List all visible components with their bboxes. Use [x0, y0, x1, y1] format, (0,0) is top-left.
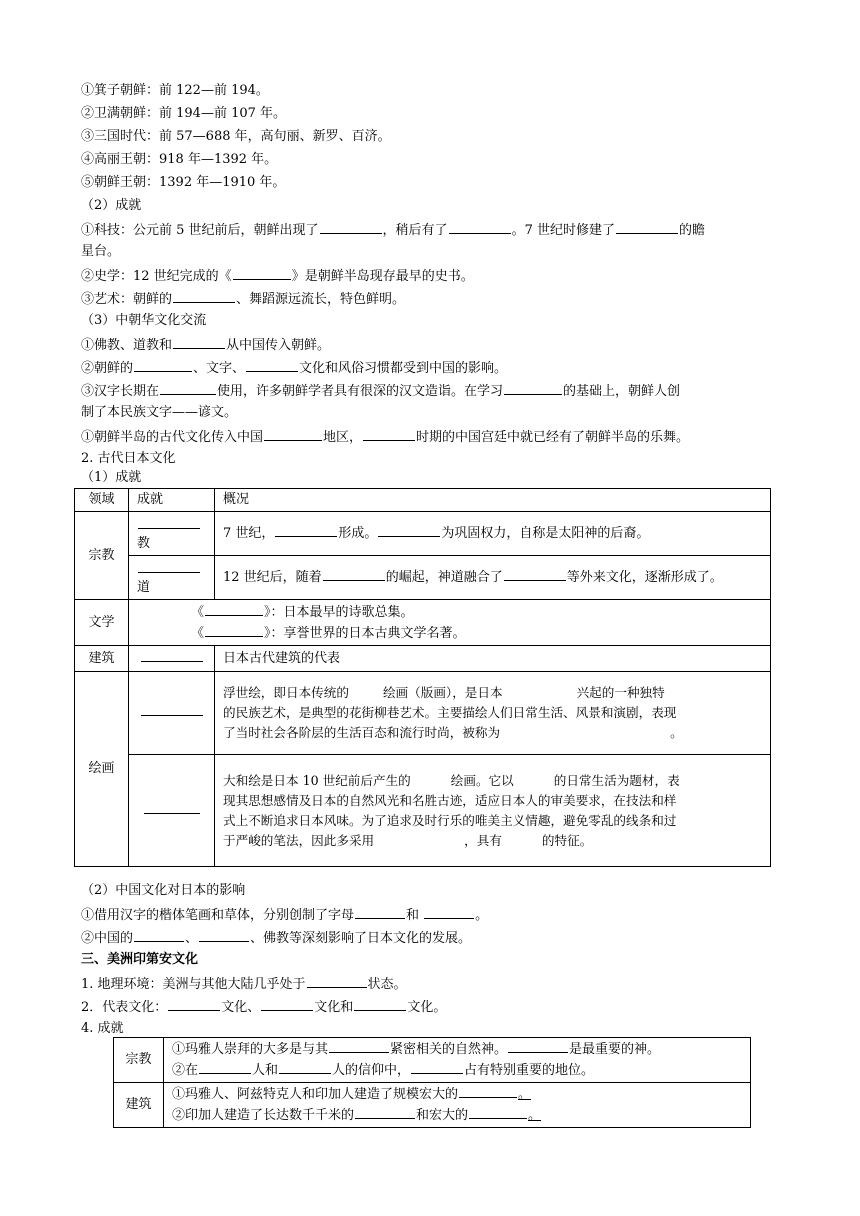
- blank: [508, 1039, 568, 1053]
- blank: [141, 648, 203, 662]
- blank: [138, 515, 200, 529]
- representative-line: 2．代表文化： 文化、 文化和 文化。: [81, 997, 446, 1017]
- america-row-religion: 宗教: [114, 1038, 164, 1083]
- blank: [504, 381, 562, 395]
- row-religion: 宗教: [75, 512, 129, 600]
- blank: [279, 1060, 331, 1074]
- dynasty-2: ②卫满朝鲜：前 194—前 107 年。: [81, 106, 287, 121]
- blank: [459, 1084, 517, 1098]
- yamato-blank: [129, 755, 215, 867]
- blank: [205, 623, 263, 637]
- science-line-cont: 星台。: [81, 244, 121, 259]
- america-achievements-heading: 4. 成就: [81, 1021, 124, 1036]
- blank: [264, 427, 322, 441]
- influence-line-2: ②中国的 、 、佛教等深刻影响了日本文化的发展。: [81, 928, 471, 948]
- exchange-heading: （3）中朝华文化交流: [81, 313, 207, 328]
- blank: [134, 928, 184, 942]
- blank: [323, 567, 385, 581]
- dao-cell: 道: [129, 556, 215, 600]
- blank: [355, 905, 405, 919]
- blank: [144, 800, 200, 814]
- blank: [355, 1105, 415, 1119]
- america-row-architecture: 建筑: [114, 1083, 164, 1128]
- row-literature: 文学: [75, 600, 129, 646]
- ukiyoe-blank: [129, 672, 215, 755]
- dynasty-1: ①箕子朝鲜：前 122—前 194。: [81, 83, 269, 98]
- blank: [141, 702, 203, 716]
- exchange-line-1: ①佛教、道教和 从中国传入朝鲜。: [81, 335, 330, 355]
- america-table: [113, 1037, 751, 1128]
- blank: [411, 1060, 463, 1074]
- history-line: ②史学：12 世纪完成的《 》是朝鲜半岛现存最早的史书。: [81, 266, 474, 286]
- exchange-line-3: ③汉字长期在 使用，许多朝鲜学者具有很深的汉文造诣。在学习 的基础上，朝鲜人创: [81, 381, 680, 401]
- architecture-blank: [129, 646, 215, 672]
- blank: [205, 602, 263, 616]
- blank: [233, 266, 291, 280]
- blank: [320, 220, 382, 234]
- col-header-achievement: 成就: [129, 489, 215, 512]
- blank: [160, 381, 216, 395]
- blank: [173, 335, 225, 349]
- achievements-heading: （2）成就: [81, 198, 142, 213]
- shinto-cell: 教: [129, 512, 215, 556]
- japan-table: [74, 488, 771, 867]
- influence-heading: （2）中国文化对日本的影响: [81, 883, 246, 898]
- influence-line-1: ①借用汉字的楷体笔画和草体，分别创制了字母 和 。: [81, 905, 488, 925]
- blank: [616, 220, 678, 234]
- geo-line: 1. 地理环境：美洲与其他大陆几乎处于 状态。: [81, 974, 407, 994]
- exchange-line-2: ②朝鲜的 、文字、 文化和风俗习惯都受到中国的影响。: [81, 358, 507, 378]
- yamato-desc: 大和绘是日本 10 世纪前后产生的 绘画。它以 的日常生活为题材，表 现其思想感情及日本的自然风光和名胜古迹，适应日本人的审美要求，在技法和样 式上不断追求日本风味。为了追求及时行乐的唯美主义情趣，避免零乱的线条和过 于严峻的笔法，因此多采用 ，具有 的特征。: [215, 755, 771, 867]
- literature-desc: 《 》：日本最早的诗歌总集。 《 》：享誉世界的日本古典文学名著。: [129, 600, 771, 646]
- col-header-field: 领域: [75, 489, 129, 512]
- blank: [134, 358, 192, 372]
- blank: [449, 220, 511, 234]
- blank: [363, 427, 415, 441]
- blank: [173, 289, 235, 303]
- blank: [199, 1060, 251, 1074]
- col-header-overview: 概况: [215, 489, 771, 512]
- blank: [261, 997, 313, 1011]
- dynasty-5: ⑤朝鲜王朝：1392 年—1910 年。: [81, 175, 286, 190]
- japan-heading: 2. 古代日本文化: [81, 451, 176, 466]
- blank: [138, 559, 200, 573]
- america-heading: 三、美洲印第安文化: [81, 952, 199, 967]
- art-line: ③艺术：朝鲜的 、舞蹈源远流长，特色鲜明。: [81, 289, 405, 309]
- dynasty-4: ④高丽王朝：918 年—1392 年。: [81, 152, 278, 167]
- row-painting: 绘画: [75, 672, 129, 867]
- blank: [504, 567, 566, 581]
- architecture-desc: 日本古代建筑的代表: [215, 646, 771, 672]
- blank: [378, 523, 440, 537]
- japan-sub: （1）成就: [81, 470, 142, 485]
- america-religion-desc: ①玛雅人崇拜的大多是与其 紧密相关的自然神。 是最重要的神。 ②在 人和 人的信仰中， 占有特别重要的地位。: [164, 1038, 751, 1083]
- row-architecture: 建筑: [75, 646, 129, 672]
- blank: [275, 523, 337, 537]
- ukiyoe-desc: 浮世绘，即日本传统的 绘画（版画），是日本 兴起的一种独特 的民族艺术，是典型的花街柳巷艺术。主要描绘人们日常生活、风景和演剧，表现 了当时社会各阶层的生活百态和流行时尚，被称为 。: [215, 672, 771, 755]
- blank: [168, 997, 220, 1011]
- exchange-line-4: ①朝鲜半岛的古代文化传入中国 地区， 时期的中国宫廷中就已经有了朝鲜半岛的乐舞。: [81, 427, 689, 447]
- blank: [199, 928, 249, 942]
- blank: [469, 1105, 527, 1119]
- dynasty-3: ③三国时代：前 57—688 年，高句丽、新罗、百济。: [81, 129, 391, 144]
- blank: [354, 997, 406, 1011]
- blank: [246, 358, 298, 372]
- blank: [307, 974, 367, 988]
- blank: [329, 1039, 389, 1053]
- america-architecture-desc: ①玛雅人、阿兹特克人和印加人建造了规模宏大的 。 ②印加人建造了长达数千千米的 和宏大的 。: [164, 1083, 751, 1128]
- science-line: ①科技：公元前 5 世纪前后，朝鲜出现了 ，稍后有了 。7 世纪时修建了 的瞻: [81, 220, 705, 240]
- blank: [424, 905, 474, 919]
- exchange-line-3-cont: 制了本民族文字——谚文。: [81, 405, 238, 420]
- religion-desc-2: 12 世纪后，随着 的崛起，神道融合了 等外来文化，逐渐形成了。: [215, 556, 771, 600]
- religion-desc-1: 7 世纪， 形成。 为巩固权力，自称是太阳神的后裔。: [215, 512, 771, 556]
